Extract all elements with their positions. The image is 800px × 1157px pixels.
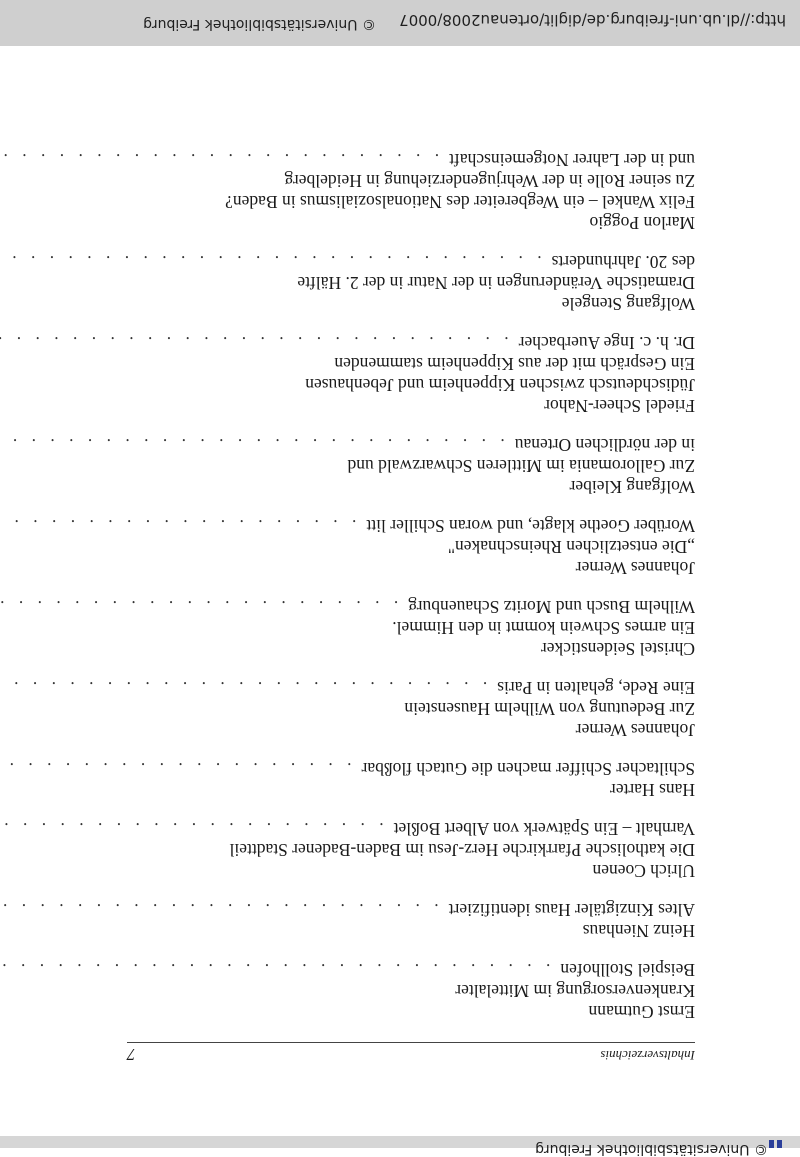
toc-title-row	[127, 251, 695, 272]
dot-leader	[0, 434, 505, 455]
toc-author: Marlon Poggio	[589, 213, 695, 233]
dot-leader	[0, 677, 487, 698]
toc-entry	[127, 596, 695, 659]
header-bar	[0, 1136, 800, 1157]
dot-leader	[0, 596, 398, 617]
footer-bar	[0, 0, 800, 46]
toc-author: Hans Harter	[609, 780, 695, 800]
footer-copyright: © Universitätsbibliothek Freiburg	[143, 16, 376, 32]
dot-leader	[0, 332, 509, 353]
toc-title-row	[127, 818, 695, 839]
dot-leader	[0, 149, 439, 170]
toc-title-line: Altes Kinzigtäler Haus identifiziert	[448, 900, 695, 920]
toc-author: Friedel Scheer-Nahor	[544, 396, 695, 416]
dot-leader	[0, 515, 356, 536]
toc-title-line: Eine Rede, gehalten in Paris	[497, 678, 695, 698]
toc-title-line: Krankenversorgung im Mittelalter	[455, 981, 695, 1001]
toc-entry	[127, 515, 695, 578]
toc-title-line: Zu seiner Rolle in der Wehrjugenderziehung in Heidelberg	[284, 171, 695, 191]
toc-title-row	[127, 899, 695, 920]
running-head-title: Inhaltsverzeichnis	[600, 1048, 695, 1063]
toc-title-row	[127, 596, 695, 617]
toc-author: Christel Seidensticker	[540, 639, 695, 659]
toc-author: Johannes Werner	[575, 720, 695, 740]
toc-author: Wolfgang Stengele	[561, 294, 695, 314]
toc-title-row	[127, 758, 695, 779]
toc-title-line: und in der Lahrer Notgemeinschaft	[449, 150, 695, 170]
toc-entry	[127, 899, 695, 941]
toc-title-line: Wilhelm Busch und Moritz Schauenburg	[408, 597, 695, 617]
toc-title-line: Ein armes Schwein kommt in den Himmel.	[392, 618, 695, 638]
toc-title-line: Dr. h. c. Inge Auerbacher	[518, 333, 695, 353]
toc-title-line: Ein Gespräch mit der aus Kippenheim stammenden	[334, 354, 695, 374]
dot-leader	[0, 818, 384, 839]
toc-title-line: Zur Galloromania im Mittleren Schwarzwald und	[347, 456, 695, 476]
toc-title-line: des 20. Jahrhunderts	[551, 252, 695, 272]
running-head	[127, 1042, 695, 1063]
toc-author: Johannes Werner	[575, 558, 695, 578]
toc-title-row	[127, 515, 695, 536]
toc-entry	[127, 818, 695, 881]
toc-title-line: Die katholische Pfarrkirche Herz-Jesu im Baden-Badener Stadtteil	[229, 840, 695, 860]
toc-entry	[127, 251, 695, 314]
page-number: 7	[127, 1045, 136, 1064]
toc-title-line: Jüdischdeutsch zwischen Kippenheim und Jebenhausen	[305, 375, 695, 395]
toc-title-line: Beispiel Stollhofen	[560, 960, 695, 980]
dot-leader	[0, 899, 439, 920]
toc-title-line: Dramatische Veränderungen in der Natur in der 2. Hälfte	[297, 273, 695, 293]
toc-entry	[127, 149, 695, 233]
footer-url[interactable]: http://dl.ub.uni-freiburg.de/diglit/ortenau2008/0007	[399, 11, 786, 29]
toc-entry	[127, 959, 695, 1022]
toc-author: Ernst Gutmann	[588, 1002, 695, 1022]
toc-title-line: Felix Wankel – ein Wegbereiter des Nationalsozialismus in Baden?	[225, 192, 695, 212]
dot-leader	[0, 758, 352, 779]
toc-title-row	[127, 434, 695, 455]
toc-title-row	[127, 332, 695, 353]
toc-title-line: Varnhalt – Ein Spätwerk von Albert Boßlet	[393, 819, 695, 839]
toc-author: Ulrich Coenen	[592, 861, 695, 881]
dot-leader	[0, 251, 542, 272]
toc-entry	[127, 758, 695, 800]
table-of-contents	[127, 131, 695, 1022]
toc-author: Wolfgang Kleiber	[569, 477, 695, 497]
dot-leader	[0, 959, 550, 980]
toc-title-row	[127, 149, 695, 170]
header-copyright: © Universitätsbibliothek Freiburg	[535, 1141, 768, 1157]
toc-entry	[127, 677, 695, 740]
toc-title-line: Worüber Goethe klagte, und woran Schiller litt	[366, 516, 695, 536]
toc-author: Heinz Nienhaus	[582, 921, 695, 941]
toc-title-line: Schiltacher Schiffer machen die Gutach floßbar	[361, 759, 695, 779]
toc-title-line: Zur Bedeutung von Wilhelm Hausenstein	[404, 699, 695, 719]
toc-title-line: „Die entsetzlichen Rheinschnaken"	[447, 537, 695, 557]
toc-title-line: in der nördlichen Ortenau	[514, 435, 695, 455]
toc-title-row	[127, 959, 695, 980]
toc-title-row	[127, 677, 695, 698]
toc-entry	[127, 434, 695, 497]
toc-entry	[127, 332, 695, 416]
